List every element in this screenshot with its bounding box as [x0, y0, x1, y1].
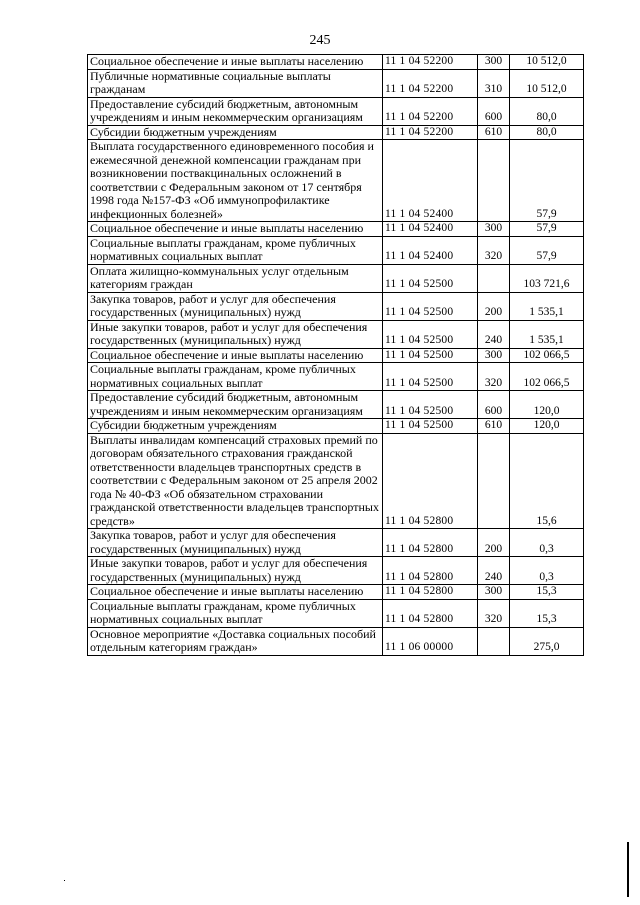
name-cell: Субсидии бюджетным учреждениям	[88, 125, 383, 140]
code-cell: 11 1 04 52800	[383, 599, 478, 627]
budget-table	[87, 54, 584, 656]
code-cell: 11 1 04 52400	[383, 222, 478, 237]
code-cell: 11 1 04 52500	[383, 292, 478, 320]
table-row	[88, 529, 584, 557]
expense-type-cell: 600	[478, 391, 510, 419]
amount-cell: 80,0	[510, 97, 584, 125]
name-cell: Закупка товаров, работ и услуг для обеспечения государственных (муниципальных) нужд	[88, 292, 383, 320]
code-cell: 11 1 04 52200	[383, 97, 478, 125]
code-cell: 11 1 04 52800	[383, 557, 478, 585]
expense-type-cell: 300	[478, 348, 510, 363]
expense-type-cell: 200	[478, 292, 510, 320]
code-cell: 11 1 04 52800	[383, 433, 478, 529]
table-row	[88, 222, 584, 237]
table-row	[88, 292, 584, 320]
amount-cell: 15,6	[510, 433, 584, 529]
amount-cell: 1 535,1	[510, 320, 584, 348]
code-cell: 11 1 04 52400	[383, 140, 478, 222]
code-cell: 11 1 04 52500	[383, 320, 478, 348]
margin-line	[627, 842, 629, 897]
expense-type-cell: 300	[478, 585, 510, 600]
code-cell: 11 1 04 52500	[383, 348, 478, 363]
amount-cell: 275,0	[510, 627, 584, 655]
expense-type-cell	[478, 140, 510, 222]
scan-mark	[64, 880, 65, 881]
table-row	[88, 320, 584, 348]
table-row	[88, 69, 584, 97]
name-cell: Социальные выплаты гражданам, кроме публичных нормативных социальных выплат	[88, 363, 383, 391]
code-cell: 11 1 04 52800	[383, 585, 478, 600]
table-row	[88, 125, 584, 140]
code-cell: 11 1 06 00000	[383, 627, 478, 655]
expense-type-cell: 610	[478, 125, 510, 140]
expense-type-cell: 320	[478, 236, 510, 264]
code-cell: 11 1 04 52500	[383, 363, 478, 391]
code-cell: 11 1 04 52200	[383, 125, 478, 140]
expense-type-cell	[478, 433, 510, 529]
name-cell: Социальное обеспечение и иные выплаты населению	[88, 348, 383, 363]
code-cell: 11 1 04 52800	[383, 529, 478, 557]
name-cell: Предоставление субсидий бюджетным, автономным учреждениям и иным некоммерческим организациям	[88, 391, 383, 419]
table-row	[88, 140, 584, 222]
table-row	[88, 391, 584, 419]
expense-type-cell: 600	[478, 97, 510, 125]
expense-type-cell: 200	[478, 529, 510, 557]
name-cell: Социальное обеспечение и иные выплаты населению	[88, 585, 383, 600]
name-cell: Выплаты инвалидам компенсаций страховых премий по договорам обязательного страхования гражданской ответственности владельцев транспортных средств в соответствии с Федеральным законом от 25 апреля 2002 года № 40-ФЗ «Об обязательном страховании гражданской ответственности владельцев транспортных средств»	[88, 433, 383, 529]
amount-cell: 120,0	[510, 419, 584, 434]
name-cell: Социальные выплаты гражданам, кроме публичных нормативных социальных выплат	[88, 599, 383, 627]
name-cell: Социальные выплаты гражданам, кроме публичных нормативных социальных выплат	[88, 236, 383, 264]
table-row	[88, 557, 584, 585]
amount-cell: 10 512,0	[510, 55, 584, 70]
table-row	[88, 419, 584, 434]
table-row	[88, 627, 584, 655]
amount-cell: 103 721,6	[510, 264, 584, 292]
code-cell: 11 1 04 52200	[383, 69, 478, 97]
amount-cell: 10 512,0	[510, 69, 584, 97]
name-cell: Основное мероприятие «Доставка социальных пособий отдельным категориям граждан»	[88, 627, 383, 655]
name-cell: Иные закупки товаров, работ и услуг для обеспечения государственных (муниципальных) нужд	[88, 320, 383, 348]
table-row	[88, 236, 584, 264]
amount-cell: 0,3	[510, 529, 584, 557]
name-cell: Закупка товаров, работ и услуг для обеспечения государственных (муниципальных) нужд	[88, 529, 383, 557]
name-cell: Публичные нормативные социальные выплаты гражданам	[88, 69, 383, 97]
expense-type-cell: 610	[478, 419, 510, 434]
amount-cell: 15,3	[510, 599, 584, 627]
name-cell: Социальное обеспечение и иные выплаты населению	[88, 55, 383, 70]
amount-cell: 120,0	[510, 391, 584, 419]
expense-type-cell: 300	[478, 55, 510, 70]
amount-cell: 57,9	[510, 236, 584, 264]
name-cell: Оплата жилищно-коммунальных услуг отдельным категориям граждан	[88, 264, 383, 292]
code-cell: 11 1 04 52200	[383, 55, 478, 70]
amount-cell: 1 535,1	[510, 292, 584, 320]
expense-type-cell: 310	[478, 69, 510, 97]
code-cell: 11 1 04 52400	[383, 236, 478, 264]
expense-type-cell	[478, 264, 510, 292]
table-row	[88, 599, 584, 627]
expense-type-cell: 240	[478, 320, 510, 348]
expense-type-cell: 320	[478, 363, 510, 391]
amount-cell: 15,3	[510, 585, 584, 600]
name-cell: Выплата государственного единовременного пособия и ежемесячной денежной компенсации гражданам при возникновении поствакцинальных осложнений в соответствии с Федеральным законом от 17 сентября 1998 года №157-ФЗ «Об иммунопрофилактике инфекционных болезней»	[88, 140, 383, 222]
name-cell: Социальное обеспечение и иные выплаты населению	[88, 222, 383, 237]
table-row	[88, 433, 584, 529]
expense-type-cell	[478, 627, 510, 655]
amount-cell: 102 066,5	[510, 348, 584, 363]
amount-cell: 57,9	[510, 222, 584, 237]
table-row	[88, 97, 584, 125]
amount-cell: 102 066,5	[510, 363, 584, 391]
expense-type-cell: 240	[478, 557, 510, 585]
table-row	[88, 585, 584, 600]
table-row	[88, 264, 584, 292]
expense-type-cell: 300	[478, 222, 510, 237]
code-cell: 11 1 04 52500	[383, 419, 478, 434]
code-cell: 11 1 04 52500	[383, 264, 478, 292]
name-cell: Предоставление субсидий бюджетным, автономным учреждениям и иным некоммерческим организациям	[88, 97, 383, 125]
amount-cell: 57,9	[510, 140, 584, 222]
table-row	[88, 348, 584, 363]
table-row	[88, 363, 584, 391]
amount-cell: 80,0	[510, 125, 584, 140]
expense-type-cell: 320	[478, 599, 510, 627]
amount-cell: 0,3	[510, 557, 584, 585]
name-cell: Иные закупки товаров, работ и услуг для обеспечения государственных (муниципальных) нужд	[88, 557, 383, 585]
code-cell: 11 1 04 52500	[383, 391, 478, 419]
page-number: 245	[309, 33, 331, 48]
table-row	[88, 55, 584, 70]
name-cell: Субсидии бюджетным учреждениям	[88, 419, 383, 434]
